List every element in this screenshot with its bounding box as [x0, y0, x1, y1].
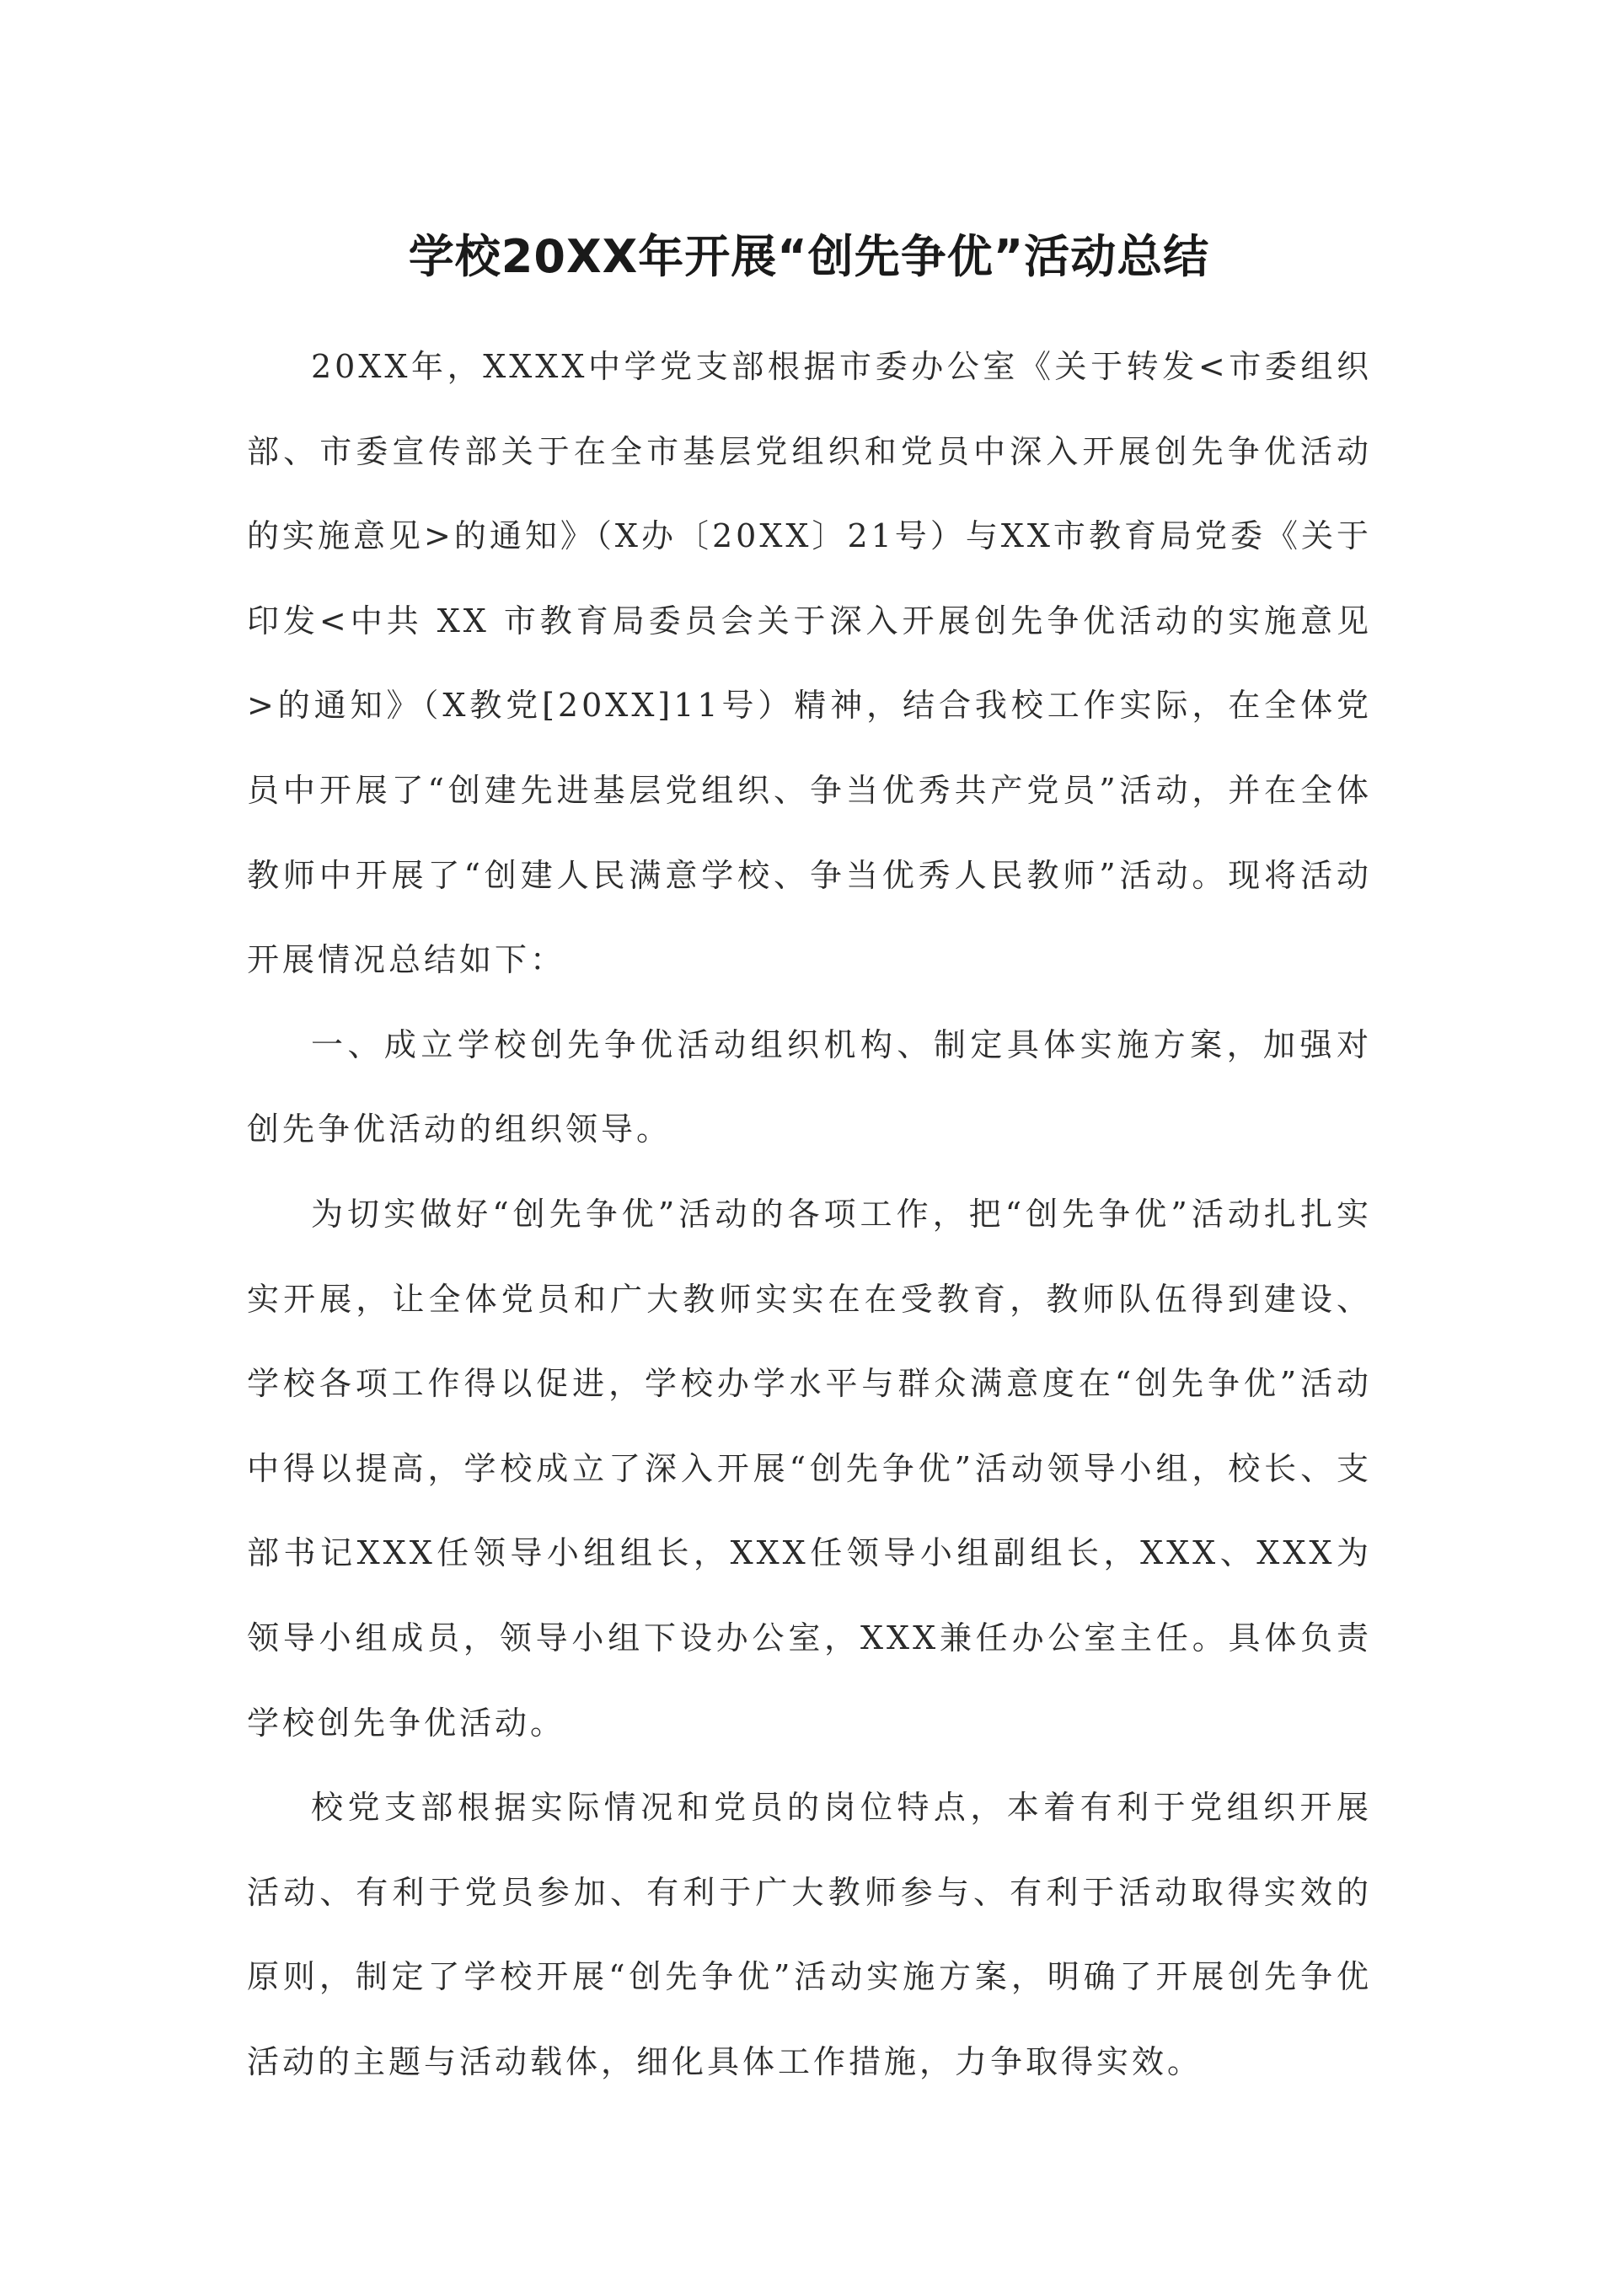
document-body — [247, 324, 1372, 2104]
paragraph-implementation-plan: 校党支部根据实际情况和党员的岗位特点，本着有利于党组织开展活动、有利于党员参加、有利于广大教师参与、有利于活动取得实效的原则，制定了学校开展“创先争优”活动实施方案，明确了开展创先争优活动的主题与活动载体，细化具体工作措施，力争取得实效。 — [247, 1789, 1372, 2080]
paragraph-section-one-heading: 一、成立学校创先争优活动组织机构、制定具体实施方案，加强对创先争优活动的组织领导。 — [247, 1025, 1372, 1148]
paragraph-intro: 20XX年，XXXX中学党支部根据市委办公室《关于转发<市委组织部、市委宣传部关于在全市基层党组织和党员中深入开展创先争优活动的实施意见>的通知》（X办〔20XX〕21号）与XX市教育局党委《关于印发<中共 XX 市教育局委员会关于深入开展创先争优活动的实施意见>的通知》（X教党[20XX]11号）精神，结合我校工作实际，在全体党员中开展了“创建先进基层党组织、争当优秀共产党员”活动，并在全体教师中开展了“创建人民满意学校、争当优秀人民教师”活动。现将活动开展情况总结如下： — [247, 348, 1372, 979]
document-title: 学校20XX年开展“创先争优”活动总结 — [408, 230, 1210, 283]
paragraph-leadership-group: 为切实做好“创先争优”活动的各项工作，把“创先争优”活动扎扎实实开展，让全体党员和广大教师实实在在受教育，教师队伍得到建设、学校各项工作得以促进，学校办学水平与群众满意度在“创先争优”活动中得以提高，学校成立了深入开展“创先争优”活动领导小组，校长、支部书记XXX任领导小组组长，XXX任领导小组副组长，XXX、XXX为领导小组成员，领导小组下设办公室，XXX兼任办公室主任。具体负责学校创先争优活动。 — [247, 1195, 1372, 1742]
